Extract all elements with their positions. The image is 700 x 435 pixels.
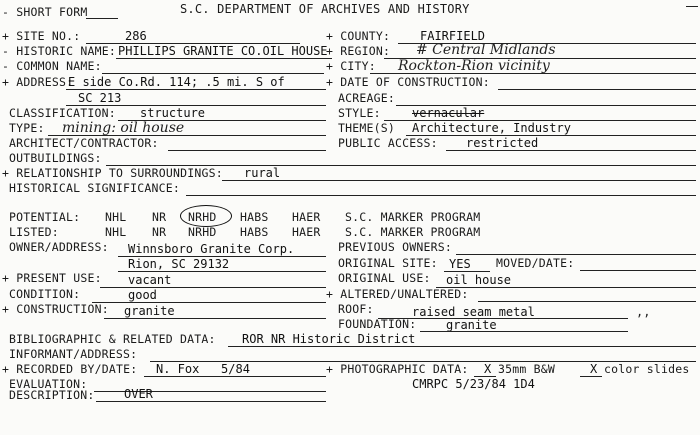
photo-bw-check: X: [484, 362, 492, 376]
original-site-value: YES: [449, 257, 471, 271]
recorded-value: N. Fox 5/84: [156, 362, 250, 376]
type-label: TYPE:: [9, 121, 45, 135]
condition-label: CONDITION:: [9, 287, 81, 301]
city-label: + CITY:: [326, 59, 376, 73]
address-line1-underline: [66, 89, 326, 90]
biblio-value: ROR NR Historic District: [242, 332, 416, 346]
style-value: vernacular: [412, 106, 485, 120]
owner-line2-underline: [118, 271, 326, 272]
potential-nr: NR: [152, 210, 167, 224]
architect-line: [168, 150, 326, 151]
foundation-line: [420, 331, 628, 332]
relationship-label: + RELATIONSHIP TO SURROUNDINGS:: [2, 166, 223, 180]
public-access-line: [446, 150, 696, 151]
photo-label: + PHOTOGRAPHIC DATA:: [326, 362, 469, 376]
address-label: + ADDRESS:: [2, 75, 74, 89]
foundation-value: granite: [446, 318, 497, 332]
roof-value: raised seam metal: [412, 305, 535, 319]
potential-habs: HABS: [240, 210, 269, 224]
condition-value: good: [128, 288, 157, 302]
informant-label: INFORMANT/ADDRESS:: [9, 347, 138, 361]
biblio-line: [228, 346, 696, 347]
address-line1-value: E side Co.Rd. 114; .5 mi. S of: [68, 75, 285, 89]
altered-line: [478, 301, 696, 302]
evaluation-label: EVALUATION:: [9, 377, 88, 391]
historic-name-label: - HISTORIC NAME:: [2, 44, 116, 58]
condition-line: [92, 302, 326, 303]
listed-nr: NR: [152, 225, 167, 239]
construction-label: + CONSTRUCTION:: [2, 302, 109, 316]
themes-value: Architecture, Industry: [412, 121, 571, 135]
city-line: [370, 73, 696, 74]
significance-label: HISTORICAL SIGNIFICANCE:: [9, 181, 180, 195]
recorded-line: [144, 376, 326, 377]
region-value: # Central Midlands: [416, 42, 556, 58]
construction-line: [104, 318, 326, 319]
recorded-label: + RECORDED BY/DATE:: [2, 362, 138, 376]
original-use-value: oil house: [446, 273, 512, 287]
common-name-label: - COMMON NAME:: [2, 59, 102, 73]
relationship-line: [222, 180, 696, 181]
moved-date-label: MOVED/DATE:: [496, 256, 575, 270]
county-value: FAIRFIELD: [420, 29, 486, 43]
description-label: DESCRIPTION:: [9, 388, 95, 402]
description-line: [96, 401, 326, 402]
listed-label: LISTED:: [9, 225, 59, 239]
themes-line: [406, 135, 696, 136]
themes-label: THEME(S): [338, 121, 395, 135]
public-access-value: restricted: [466, 136, 539, 150]
roof-label: ROOF:: [338, 302, 374, 316]
region-label: + REGION:: [326, 44, 391, 58]
previous-owners-line: [456, 254, 696, 255]
short-form-line: [86, 18, 118, 19]
short-form-label: [2, 6, 88, 19]
corner-dash: [686, 6, 698, 7]
historic-name-line: [116, 58, 332, 59]
potential-marker-program: S.C. MARKER PROGRAM: [345, 210, 481, 224]
classification-label: CLASSIFICATION:: [9, 106, 116, 120]
address-line2-value: SC 213: [78, 91, 122, 105]
construction-value: granite: [124, 304, 175, 318]
short-form-bullet: -: [2, 5, 17, 19]
site-no-value: 286: [125, 29, 147, 43]
historic-name-value: PHILLIPS GRANITE CO.OIL HOUSE: [118, 44, 328, 58]
public-access-label: PUBLIC ACCESS:: [338, 136, 438, 150]
original-use-label: ORIGINAL USE:: [338, 271, 431, 285]
moved-date-line: [580, 270, 696, 271]
description-value: OVER: [124, 387, 153, 401]
potential-nhl: NHL: [105, 210, 127, 224]
listed-habs: HABS: [240, 225, 269, 239]
outbuildings-label: OUTBUILDINGS:: [9, 151, 102, 165]
classification-value: structure: [140, 106, 206, 120]
biblio-label: BIBLIOGRAPHIC & RELATED DATA:: [9, 332, 216, 346]
present-use-value: vacant: [128, 273, 172, 287]
foundation-label: FOUNDATION:: [338, 317, 417, 331]
architect-label: ARCHITECT/CONTRACTOR:: [9, 136, 159, 150]
altered-label: + ALTERED/UNALTERED:: [326, 287, 469, 301]
listed-haer: HAER: [292, 225, 321, 239]
nrhd-circle-mark: [180, 205, 232, 227]
owner-label: OWNER/ADDRESS:: [9, 240, 109, 254]
original-site-label: ORIGINAL SITE:: [338, 256, 438, 270]
photo-bw-label: 35mm B&W: [498, 362, 555, 376]
significance-line: [186, 195, 696, 196]
stray-mark: ,,: [636, 305, 651, 319]
date-construction-line: [498, 89, 696, 90]
original-site-line: [444, 271, 490, 272]
listed-nrhd: NRHD: [188, 225, 217, 239]
photo-color-check-line: [580, 376, 602, 377]
potential-nrhd: NRHD: [188, 210, 217, 224]
previous-owners-label: PREVIOUS OWNERS:: [338, 240, 452, 254]
present-use-label: + PRESENT USE:: [2, 271, 102, 285]
city-value: Rockton-Rion vicinity: [398, 58, 550, 74]
common-name-line: [102, 73, 324, 74]
owner-line1-value: Winnsboro Granite Corp.: [128, 242, 295, 256]
owner-line2-value: Rion, SC 29132: [128, 257, 230, 271]
potential-haer: HAER: [292, 210, 321, 224]
style-label: STYLE:: [338, 106, 381, 120]
listed-nhl: NHL: [105, 225, 127, 239]
acreage-label: ACREAGE:: [338, 91, 395, 105]
photo-reference-value: CMRPC 5/23/84 1D4: [412, 377, 535, 391]
type-value: mining: oil house: [62, 120, 185, 136]
site-no-label: + SITE NO.:: [2, 29, 81, 43]
photo-color-label: color slides: [604, 362, 690, 376]
date-construction-label: + DATE OF CONSTRUCTION:: [326, 75, 490, 89]
short-form-text: SHORT FORM: [16, 5, 88, 19]
potential-label: POTENTIAL:: [9, 210, 81, 224]
photo-color-check: X: [590, 362, 598, 376]
county-label: + COUNTY:: [326, 29, 391, 43]
page-title: S.C. DEPARTMENT OF ARCHIVES AND HISTORY: [180, 2, 470, 16]
listed-marker-program: S.C. MARKER PROGRAM: [345, 225, 481, 239]
original-use-line: [436, 287, 696, 288]
relationship-value: rural: [244, 166, 281, 180]
